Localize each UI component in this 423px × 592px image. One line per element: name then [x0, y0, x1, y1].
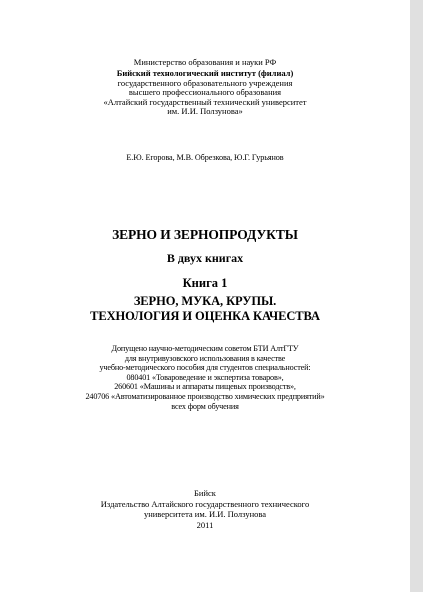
publisher-city: Бийск [194, 488, 216, 498]
approval-line: 240706 «Автоматизированное производство химических предприятий» [85, 391, 325, 401]
book-title [0, 294, 410, 324]
institute-line: государственного образовательного учреждения [117, 77, 293, 88]
book-title-line: ЗЕРНО, МУКА, КРУПЫ. [133, 294, 277, 308]
subtitle [0, 251, 410, 265]
publisher-line: университета им. И.И. Ползунова [143, 509, 267, 519]
authors-text: Е.Ю. Егорова, М.В. Обрезкова, Ю.Г. Гурьянов [126, 153, 284, 162]
ministry-text: Министерство образования и науки РФ [133, 57, 277, 67]
approval-line: 080401 «Товароведение и экспертиза товаров», [126, 372, 284, 382]
approval-line: для внутривузовского использования в качестве [124, 353, 286, 363]
book-number [0, 276, 410, 291]
ministry-line [0, 57, 410, 67]
institute-name: Бийский технологический институт (филиал) [116, 68, 294, 78]
institute-line: «Алтайский государственный технический университет [103, 96, 307, 107]
book-title-line: ТЕХНОЛОГИЯ И ОЦЕНКА КАЧЕСТВА [90, 309, 320, 323]
main-title [0, 227, 410, 243]
institute-line: им. И.И. Ползунова» [167, 106, 243, 116]
main-title-text: ЗЕРНО И ЗЕРНОПРОДУКТЫ [112, 227, 298, 242]
approval-line: 260601 «Машины и аппараты пищевых производств», [114, 382, 296, 392]
approval-line: Допущено научно-методическим советом БТИ АлтГТУ [111, 344, 299, 353]
book-number-text: Книга 1 [182, 276, 228, 290]
institute-block [0, 69, 410, 117]
publisher-block [0, 488, 410, 530]
approval-line: всех форм обучения [171, 401, 239, 411]
authors [0, 153, 410, 163]
page-edge [410, 0, 423, 592]
approval-note [0, 344, 410, 411]
subtitle-text: В двух книгах [166, 251, 244, 265]
publisher-year: 2011 [196, 519, 214, 530]
institute-line: высшего профессионального образования [128, 87, 282, 97]
approval-line: учебно-методического пособия для студентов специальностей: [99, 363, 311, 373]
publisher-line: Издательство Алтайского государственного технического [100, 498, 310, 509]
